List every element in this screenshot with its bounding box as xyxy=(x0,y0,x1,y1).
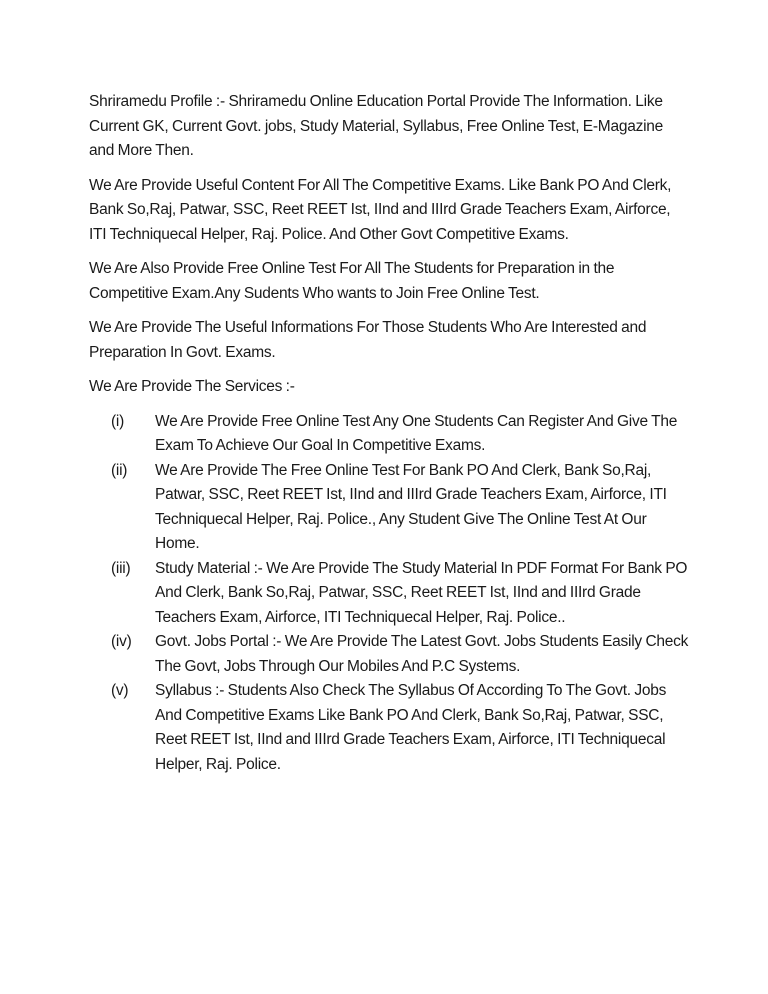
service-text: Govt. Jobs Portal :- We Are Provide The Latest Govt. Jobs Students Easily Check The Govt, Jobs Through Our Mobiles And P.C Systems. xyxy=(155,633,689,675)
service-number: (ii) xyxy=(111,461,128,479)
service-item xyxy=(89,410,689,459)
information-paragraph: We Are Provide The Useful Informations For Those Students Who Are Interested and Preparation In Govt. Exams. xyxy=(89,319,647,361)
services-list xyxy=(89,410,689,778)
service-text: Study Material :- We Are Provide The Study Material In PDF Format For Bank PO And Clerk, Bank So,Raj, Patwar, SSC, Reet REET Ist, IInd and IIIrd Grade Teachers Exam, Airforce, ITI Techniquecal Helper, Raj. Police.. xyxy=(155,559,688,626)
service-number: (iv) xyxy=(111,633,132,650)
content-paragraph: We Are Provide Useful Content For All The Competitive Exams. Like Bank PO And Clerk, Bank So,Raj, Patwar, SSC, Reet REET Ist, IInd and IIIrd Grade Teachers Exam, Airforce, ITI Techniquecal Helper, Raj. Police. And Other Govt Competitive Exams. xyxy=(89,176,672,243)
service-item xyxy=(89,679,689,777)
document-page xyxy=(89,90,689,777)
service-item xyxy=(89,630,689,679)
service-number: (i) xyxy=(111,412,125,430)
services-heading: We Are Provide The Services :- xyxy=(89,378,295,395)
service-text: We Are Provide The Free Online Test For Bank PO And Clerk, Bank So,Raj, Patwar, SSC, Reet REET Ist, IInd and IIIrd Grade Teachers Exam, Airforce, ITI Techniquecal Helper, Raj. Police., Any Student Give The Online Test At Our Home. xyxy=(155,461,667,552)
service-item xyxy=(89,557,689,631)
profile-paragraph: Shriramedu Profile :- Shriramedu Online Education Portal Provide The Information. Like Current GK, Current Govt. jobs, Study Material, Syllabus, Free Online Test, E-Magazine and More Then. xyxy=(89,93,664,159)
service-text: Syllabus :- Students Also Check The Syllabus Of According To The Govt. Jobs And Competitive Exams Like Bank PO And Clerk, Bank So,Raj, Patwar, SSC, Reet REET Ist, IInd and IIIrd Grade Teachers Exam, Airforce, ITI Techniquecal Helper, Raj. Police. xyxy=(155,682,667,773)
service-number: (v) xyxy=(111,682,129,699)
service-item xyxy=(89,459,689,557)
service-number: (iii) xyxy=(111,559,131,577)
service-text: We Are Provide Free Online Test Any One Students Can Register And Give The Exam To Achieve Our Goal In Competitive Exams. xyxy=(155,412,678,454)
online-test-paragraph: We Are Also Provide Free Online Test For All The Students for Preparation in the Competitive Exam.Any Sudents Who wants to Join Free Online Test. xyxy=(89,260,615,302)
